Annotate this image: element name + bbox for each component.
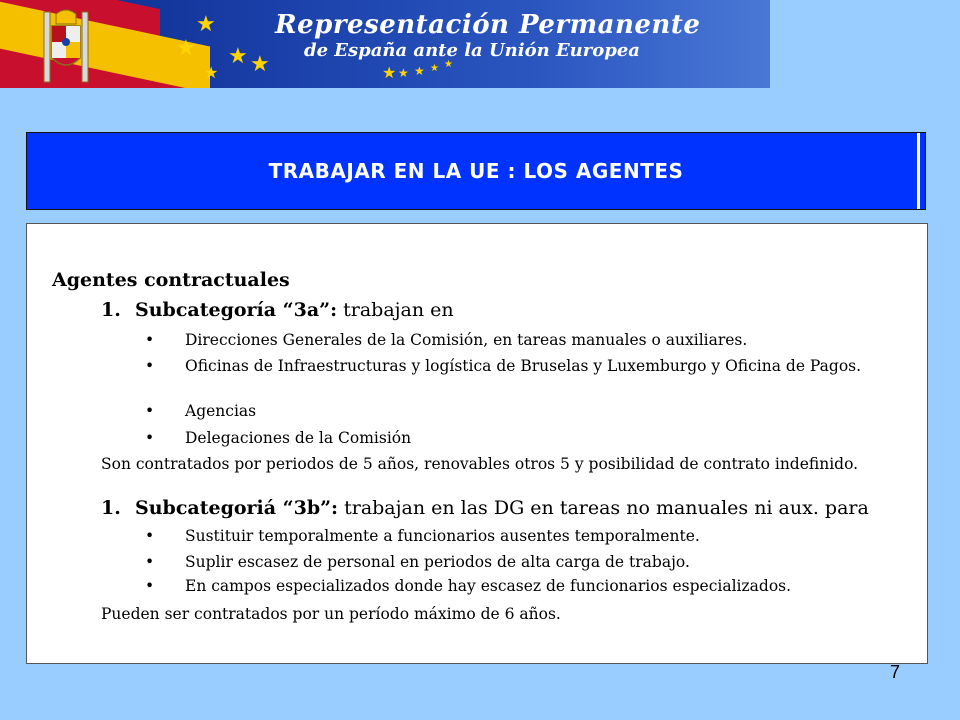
subcategory-3b <box>101 497 869 519</box>
star-icon: ★ <box>430 63 439 74</box>
star-icon: ★ <box>398 66 409 80</box>
title-box-rule <box>917 133 920 209</box>
content-box <box>26 223 928 664</box>
list-item <box>145 553 905 571</box>
list-item <box>145 331 905 349</box>
subcategory-label: Subcategoriá “3b”: <box>135 497 339 519</box>
page-number: 7 <box>890 662 901 682</box>
bullet-icon: • <box>145 553 155 571</box>
star-icon: ★ <box>196 12 216 37</box>
star-icon: ★ <box>414 64 425 78</box>
bullet-icon: • <box>145 331 155 349</box>
bullet-icon: • <box>145 402 155 420</box>
star-icon: ★ <box>444 59 453 70</box>
banner-title: Representación Permanente <box>275 10 701 40</box>
list-item <box>145 402 905 420</box>
list-item-text: Suplir escasez de personal en periodos de alta carga de trabajo. <box>185 553 690 571</box>
list-item-text: Direcciones Generales de la Comisión, en tareas manuales o auxiliares. <box>185 331 748 349</box>
list-item <box>145 357 905 375</box>
bullet-icon: • <box>145 429 155 447</box>
bullet-icon: • <box>145 527 155 545</box>
star-icon: ★ <box>382 63 397 82</box>
header-banner <box>0 0 770 88</box>
bullet-icon: • <box>145 577 155 595</box>
list-item-text: En campos especializados donde hay escasez de funcionarios especializados. <box>185 577 792 595</box>
list-item-text: Agencias <box>185 402 257 420</box>
bullet-icon: • <box>145 357 155 375</box>
section-heading: Agentes contractuales <box>52 269 290 291</box>
star-icon: ★ <box>250 52 270 77</box>
subcategory-text: trabajan en <box>337 299 454 321</box>
slide-title: TRABAJAR EN LA UE : LOS AGENTES <box>268 159 684 183</box>
star-icon: ★ <box>228 44 248 69</box>
list-item <box>145 577 905 595</box>
contract-note-3b: Pueden ser contratados por un período máximo de 6 años. <box>101 605 561 623</box>
list-number: 1. <box>101 299 121 321</box>
coat-of-arms-icon <box>34 6 98 86</box>
star-icon: ★ <box>176 36 196 61</box>
list-item <box>145 429 905 447</box>
list-item-text: Delegaciones de la Comisión <box>185 429 412 447</box>
star-icon: ★ <box>204 63 219 82</box>
subcategory-3a <box>101 299 454 321</box>
list-number: 1. <box>101 497 121 519</box>
banner-subtitle: de España ante la Unión Europea <box>304 40 640 61</box>
slide-title-box <box>26 132 926 210</box>
subcategory-label: Subcategoría “3a”: <box>135 299 338 321</box>
list-item-text: Oficinas de Infraestructuras y logística de Bruselas y Luxemburgo y Oficina de Pagos. <box>185 357 862 375</box>
subcategory-text: trabajan en las DG en tareas no manuales ni aux. para <box>338 497 869 519</box>
list-item <box>145 527 905 545</box>
contract-note-3a: Son contratados por periodos de 5 años, renovables otros 5 y posibilidad de contrato indefinido. <box>101 455 859 473</box>
list-item-text: Sustituir temporalmente a funcionarios ausentes temporalmente. <box>185 527 700 545</box>
